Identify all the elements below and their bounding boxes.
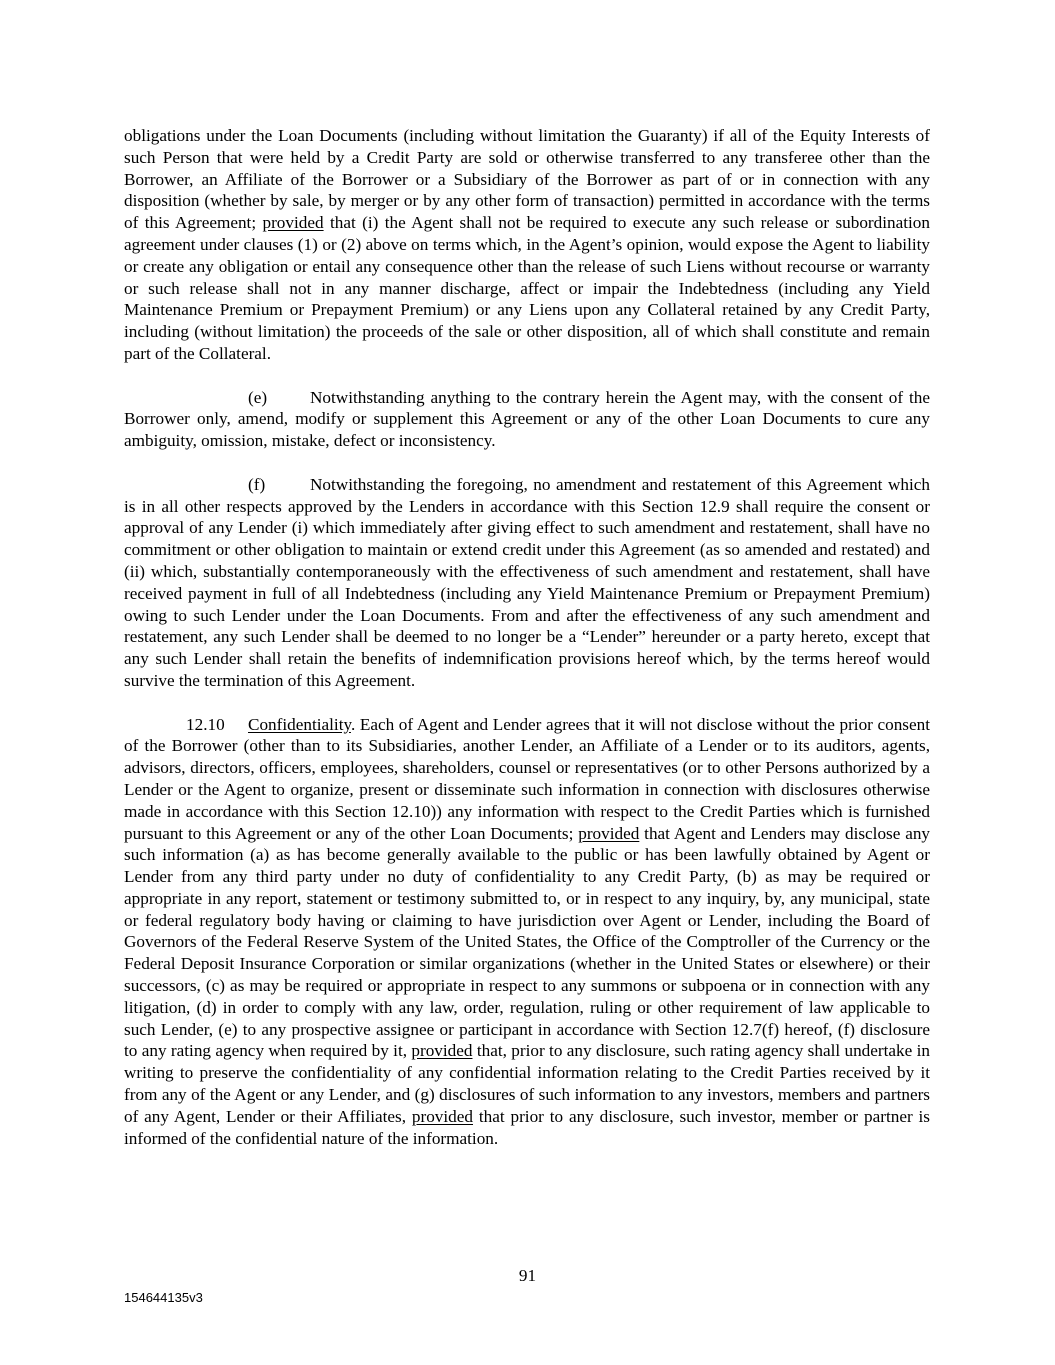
text-segment: that (i) the Agent shall not be required to execute any such release or subordination agreement under clauses (1) or (2) above on terms which, in the Agent’s opinion, would expose the Agent to liability or create any obligation or entail any consequence other than the release of such Liens without recourse or warranty or such release shall not in any manner discharge, affect or impair the Indebtedness (including any Yield Maintenance Premium or Prepayment Premium) or any Liens upon any Collateral retained by any Credit Party, including (without limitation) the proceeds of the sale or other disposition, all of which shall constitute and remain part of the Collateral.	[124, 213, 930, 363]
document-id: 154644135v3	[124, 1290, 203, 1305]
clause-text: Notwithstanding anything to the contrary herein the Agent may, with the consent of the Borrower only, amend, modify or supplement this Agreement or any of the other Loan Documents to cure any ambiguity, omission, mistake, defect or inconsistency.	[124, 387, 930, 451]
provided-term: provided	[262, 213, 324, 233]
clause-text: Notwithstanding the foregoing, no amendment and restatement of this Agreement which is in all other respects approved by the Lenders in accordance with this Section 12.9 shall require the consent or approval of any Lender (i) which immediately after giving effect to such amendment and restatement, shall have no commitment or other obligation to maintain or extend credit under this Agreement (as so amended and restated) and (ii) which, substantially contemporaneously with the effectiveness of such amendment and restatement, shall have received payment in full of all Indebtedness (including any Yield Maintenance Premium or Prepayment Premium) owing to such Lender under the Loan Documents. From and after the effectiveness of any such amendment and restatement, any such Lender shall be deemed to no longer be a “Lender” hereunder or a party hereto, except that any such Lender shall retain the benefits of indemnification provisions hereof which, by the terms hereof would survive the termination of this Agreement.	[124, 474, 930, 690]
clause-label: (e)	[248, 387, 268, 407]
text-segment: obligations under the Loan Documents (including without limitation the Guaranty) if all of the Equity Interests of such Person that were held by a Credit Party are sold or otherwise transferred to any transferee other than the Borrower, an Affiliate of the Borrower or a Subsidiary of the Borrower as part of or in connection with any disposition (whether by sale, by merger or by any other form of transaction) permitted in accordance with the terms of this Agreement;	[124, 126, 930, 233]
page-number: 91	[518, 1266, 537, 1285]
text-segment: that Agent and Lenders may disclose any such information (a) as has become generally available to the public or has been lawfully obtained by Agent or Lender from any third party under no duty of confidentiality to any Credit Party, (b) as may be required or appropriate in any report, statement or testimony submitted to, or in respect to any inquiry, by, any municipal, state or federal regulatory body having or claiming to have jurisdiction over Agent or Lender, including the Board of Governors of the Federal Reserve System of the United States, the Office of the Comptroller of the Currency or the Federal Deposit Insurance Corporation or similar organizations (whether in the United States or elsewhere) or their successors, (c) as may be required or appropriate in respect to any summons or subpoena or in connection with any litigation, (d) in order to comply with any law, order, regulation, ruling or other requirement of law applicable to such Lender, (e) to any prospective assignee or participant in accordance with Section 12.7(f) hereof, (f) disclosure to any rating agency when required by it,	[124, 823, 931, 1061]
text-segment: . Each of Agent and Lender agrees that it will not disclose without the prior consent of the Borrower (other than to its Subsidiaries, another Lender, an Affiliate of a Lender or to its auditors, agents, advisors, directors, officers, employees, shareholders, counsel or representatives (or to other Persons authorized by a Lender or the Agent to organize, present or disseminate such information in connection with disclosures otherwise made in accordance with this Section 12.10)) any information with respect to the Credit Parties which is furnished pursuant to this Agreement or any of the other Loan Documents;	[124, 714, 930, 843]
section-12-10	[124, 714, 930, 1150]
text-segment: that, prior to any disclosure, such rating agency shall undertake in writing to preserve the confidentiality of any confidential information relating to the Credit Parties received by it from any of the Agent or any Lender, and (g) disclosures of such information to any investors, members and partners of any Agent, Lender or their Affiliates,	[124, 1041, 930, 1126]
provided-term: provided	[411, 1041, 473, 1061]
provided-term: provided	[411, 1106, 473, 1126]
text-segment: that prior to any disclosure, such investor, member or partner is informed of the confidential nature of the information.	[124, 1106, 930, 1148]
clause-label: (f)	[248, 474, 266, 494]
paragraph-f	[124, 474, 930, 692]
document-body	[124, 125, 930, 1171]
paragraph-e	[124, 387, 930, 452]
section-number: 12.10	[186, 714, 225, 734]
provided-term: provided	[578, 823, 640, 843]
section-heading: Confidentiality	[248, 714, 351, 734]
paragraph-continuation	[124, 125, 930, 365]
